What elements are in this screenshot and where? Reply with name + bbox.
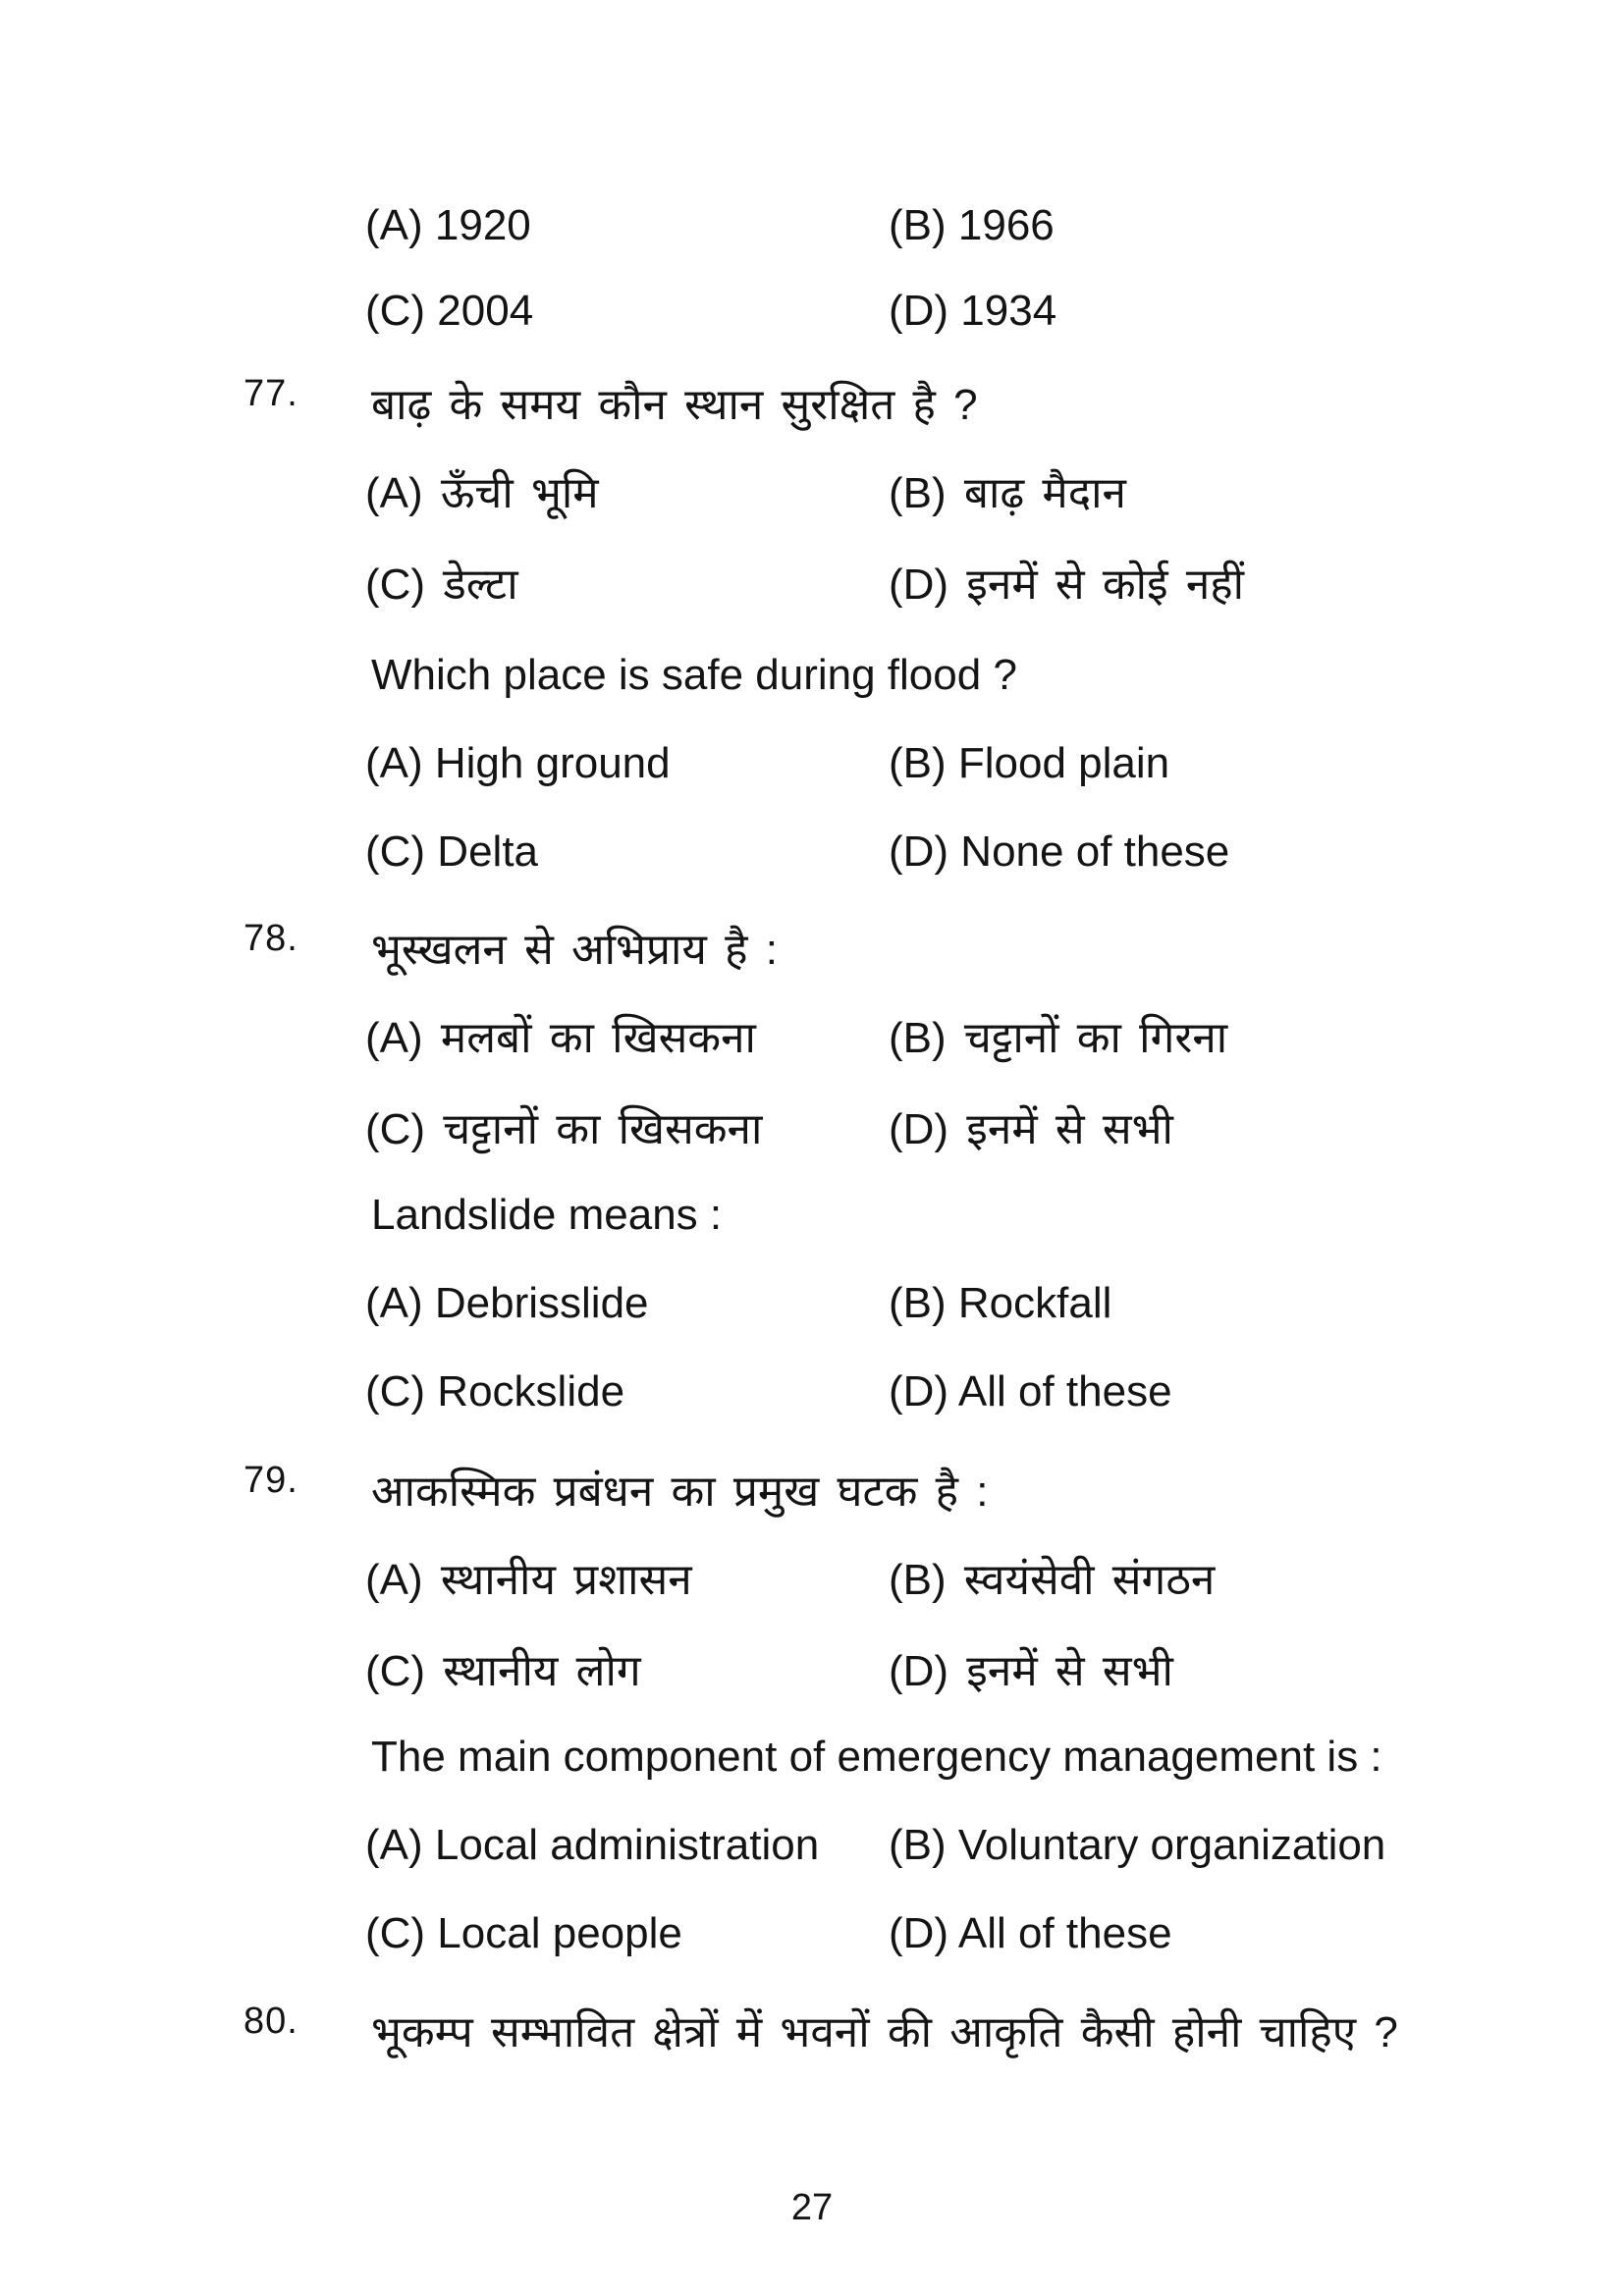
question-text-english: Which place is safe during flood ? [371,651,1017,699]
option-b: (B) Flood plain [889,739,1170,787]
option-a: (A) High ground [365,739,671,787]
option-d: (D) All of these [889,1367,1172,1415]
question-text-english: The main component of emergency management is : [371,1733,1382,1781]
option-a: (A) स्थानीय प्रशासन [365,1556,692,1604]
option-a: (A) 1920 [365,201,531,249]
option-d: (D) इनमें से सभी [889,1105,1173,1153]
option-b: (B) स्वयंसेवी संगठन [889,1556,1216,1604]
question-number: 78. [244,918,298,959]
option-c: (C) Local people [365,1909,682,1957]
option-b: (B) Rockfall [889,1279,1112,1327]
option-a: (A) मलबों का खिसकना [365,1014,756,1062]
option-a: (A) ऊँची भूमि [365,469,599,517]
option-b: (B) चट्टानों का गिरना [889,1014,1228,1062]
question-number: 77. [244,373,298,414]
option-c: (C) Rockslide [365,1367,625,1415]
option-c: (C) Delta [365,828,539,876]
option-a: (A) Debrisslide [365,1279,649,1327]
option-d: (D) All of these [889,1909,1172,1957]
option-d: (D) इनमें से सभी [889,1647,1173,1695]
option-c: (C) स्थानीय लोग [365,1647,641,1695]
option-d: (D) इनमें से कोई नहीं [889,561,1245,609]
option-c: (C) डेल्टा [365,561,518,609]
option-c: (C) 2004 [365,287,534,335]
option-b: (B) Voluntary organization [889,1821,1386,1869]
question-number: 80. [244,2001,298,2042]
question-text-hindi: भूकम्प सम्भावित क्षेत्रों में भवनों की आकृति कैसी होनी चाहिए ? [371,2008,1398,2056]
question-text-hindi: बाढ़ के समय कौन स्थान सुरक्षित है ? [371,381,978,429]
option-d: (D) None of these [889,828,1230,876]
option-c: (C) चट्टानों का खिसकना [365,1105,763,1153]
question-number: 79. [244,1460,298,1501]
option-a: (A) Local administration [365,1821,820,1869]
page-number: 27 [790,2187,834,2228]
option-b: (B) बाढ़ मैदान [889,469,1126,517]
question-text-hindi: आकस्मिक प्रबंधन का प्रमुख घटक है : [371,1468,989,1516]
question-text-english: Landslide means : [371,1191,723,1239]
option-d: (D) 1934 [889,287,1057,335]
option-b: (B) 1966 [889,201,1055,249]
question-text-hindi: भूस्खलन से अभिप्राय है : [371,926,778,974]
